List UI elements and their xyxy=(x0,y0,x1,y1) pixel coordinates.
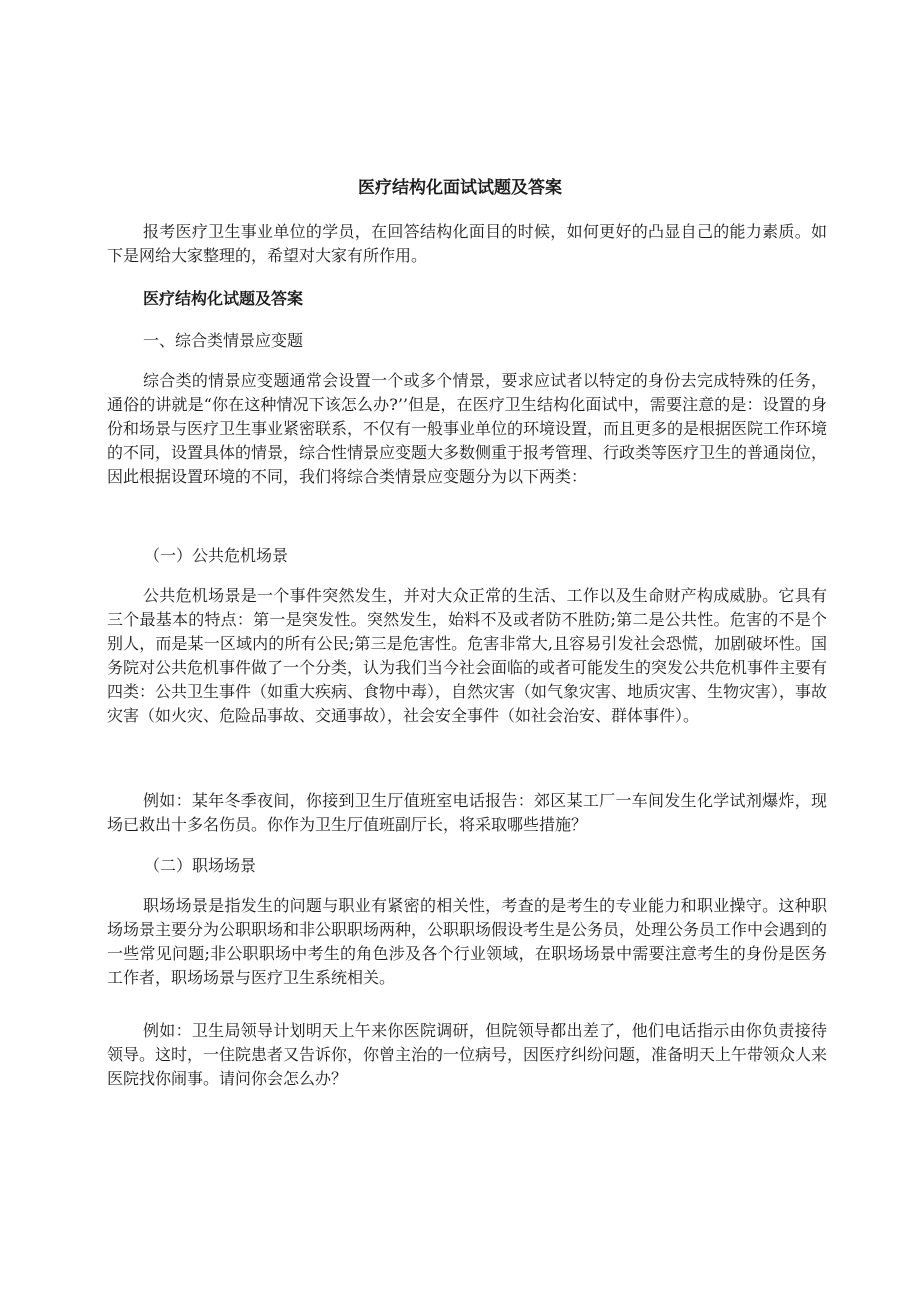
sub-one-example: 例如：某年冬季夜间，你接到卫生厅值班室电话报告：郊区某工厂一车间发生化学试剂爆炸，现场已救出十多名伤员。你作为卫生厅值班副厅长，将采取哪些措施？ xyxy=(107,791,827,834)
sub-one-paragraph: 公共危机场景是一个事件突然发生，并对大众正常的生活、工作以及生命财产构成威胁。它具有三个最基本的特点：第一是突发性。突然发生，始料不及或者防不胜防;第二是公共性。危害的不是个别人，而是某一区域内的所有公民;第三是危害性。危害非常大,且容易引发社会恐慌，加剧破坏性。国务院对公共危机事件做了一个分类，认为我们当今社会面临的或者可能发生的突发公共危机事件主要有四类：公共卫生事件（如重大疾病、食物中毒），自然灾害（如气象灾害、地质灾害、生物灾害），事故灾害（如火灾、危险品事故、交通事故），社会安全事件（如社会治安、群体事件）。 xyxy=(107,586,828,725)
part-one-paragraph: 综合类的情景应变题通常会设置一个或多个情景，要求应试者以特定的身份去完成特殊的任务，通俗的讲就是“你在这种情况下该怎么办?’’但是，在医疗卫生结构化面试中，需要注意的是：设置的身份和场景与医疗卫生事业紧密联系，不仅有一般事业单位的环境设置，而且更多的是根据医院工作环境的不同，设置具体的情景，综合性情景应变题大多数侧重于报考管理、行政类等医疗卫生的普通岗位，因此根据设置环境的不同，我们将综合类情景应变题分为以下两类： xyxy=(107,371,828,486)
sub-two-paragraph: 职场场景是指发生的问题与职业有紧密的相关性，考查的是考生的专业能力和职业操守。这种职场场景主要分为公职职场和非公职职场两种，公职职场假设考生是公务员，处理公务员工作中会遇到的一些常见问题;非公职职场中考生的角色涉及各个行业领域，在职场场景中需要注意考生的身份是医务工作者，职场场景与医疗卫生系统相关。 xyxy=(107,896,828,987)
document-title: 医疗结构化面试试题及答案 xyxy=(358,178,562,198)
part-one-heading: 一、综合类情景应变题 xyxy=(143,331,304,350)
sub-one-heading: （一）公共危机场景 xyxy=(144,546,289,565)
intro-paragraph: 报考医疗卫生事业单位的学员，在回答结构化面目的时候，如何更好的凸显自己的能力素质。如下是网给大家整理的，希望对大家有所作用。 xyxy=(107,222,827,265)
section-heading: 医疗结构化试题及答案 xyxy=(143,289,304,308)
sub-two-example: 例如：卫生局领导计划明天上午来你医院调研，但院领导都出差了，他们电话指示由你负责接待领导。这时，一住院患者又告诉你，你曾主治的一位病号，因医疗纠纷问题，准备明天上午带领众人来医院找你闹事。请问你会怎么办？ xyxy=(107,1021,828,1088)
sub-two-heading: （二）职场场景 xyxy=(144,856,257,875)
